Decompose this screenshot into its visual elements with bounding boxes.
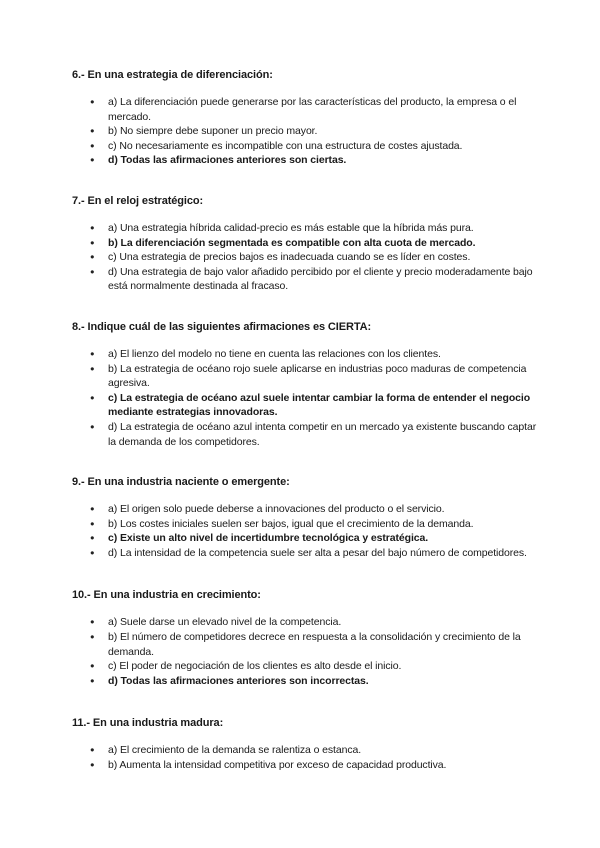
option-b: ● b) Aumenta la intensidad competitiva por exceso de capacidad productiva.: [90, 758, 540, 773]
question-7: [72, 194, 540, 294]
question-title: 8.- Indique cuál de las siguientes afirmaciones es CIERTA:: [72, 320, 372, 333]
option-a: ● a) Una estrategia híbrida calidad-precio es más estable que la híbrida más pura.: [90, 221, 540, 236]
question-title: 7.- En el reloj estratégico:: [72, 194, 204, 207]
option-a: ● a) La diferenciación puede generarse por las características del producto, la empresa o el mercado.: [90, 95, 540, 124]
option-list: [72, 615, 540, 688]
question-title: 11.- En una industria madura:: [72, 717, 224, 730]
option-list: [72, 743, 540, 772]
question-title: 10.- En una industria en crecimiento:: [72, 589, 261, 602]
option-b: ● b) La estrategia de océano rojo suele aplicarse en industrias poco maduras de competencia agresiva.: [90, 362, 540, 391]
option-d: ● d) Una estrategia de bajo valor añadido percibido por el cliente y precio moderadamente bajo está normalmente destinada al fracaso.: [90, 265, 540, 294]
option-b-correct: ● b) La diferenciación segmentada es compatible con alta cuota de mercado.: [90, 236, 540, 251]
option-list: [72, 95, 540, 168]
option-c-correct: ● c) Existe un alto nivel de incertidumbre tecnológica y estratégica.: [90, 531, 540, 546]
option-c: ● c) Una estrategia de precios bajos es inadecuada cuando se es líder en costes.: [90, 250, 540, 265]
option-list: [72, 502, 540, 560]
question-11: [72, 716, 540, 772]
option-d: ● d) La intensidad de la competencia suele ser alta a pesar del bajo número de competidores.: [90, 546, 540, 561]
option-a: ● a) Suele darse un elevado nivel de la competencia.: [90, 615, 540, 630]
question-8: [72, 320, 540, 449]
option-b: ● b) Los costes iniciales suelen ser bajos, igual que el crecimiento de la demanda.: [90, 517, 540, 532]
option-d: ● d) La estrategia de océano azul intenta competir en un mercado ya existente buscando captar la demanda de los competidores.: [90, 420, 540, 449]
option-d-correct: ● d) Todas las afirmaciones anteriores son ciertas.: [90, 153, 540, 168]
option-a: ● a) El crecimiento de la demanda se ralentiza o estanca.: [90, 743, 540, 758]
option-b: ● b) El número de competidores decrece en respuesta a la consolidación y crecimiento de la demanda.: [90, 630, 540, 659]
option-a: ● a) El origen solo puede deberse a innovaciones del producto o el servicio.: [90, 502, 540, 517]
question-6: [72, 68, 540, 168]
option-b: ● b) No siempre debe suponer un precio mayor.: [90, 124, 540, 139]
question-title: 6.- En una estrategia de diferenciación:: [72, 69, 273, 81]
question-9: [72, 475, 540, 560]
option-c: ● c) El poder de negociación de los clientes es alto desde el inicio.: [90, 659, 540, 674]
option-a: ● a) El lienzo del modelo no tiene en cuenta las relaciones con los clientes.: [90, 347, 540, 362]
option-d-correct: ● d) Todas las afirmaciones anteriores son incorrectas.: [90, 674, 540, 689]
question-10: [72, 588, 540, 688]
question-title: 9.- En una industria naciente o emergente:: [72, 476, 290, 489]
option-c-correct: ● c) La estrategia de océano azul suele intentar cambiar la forma de entender el negocio mediante estrategias innovadoras.: [90, 391, 540, 420]
option-list: [72, 347, 540, 449]
option-list: [72, 221, 540, 294]
option-c: ● c) No necesariamente es incompatible con una estructura de costes ajustada.: [90, 139, 540, 154]
